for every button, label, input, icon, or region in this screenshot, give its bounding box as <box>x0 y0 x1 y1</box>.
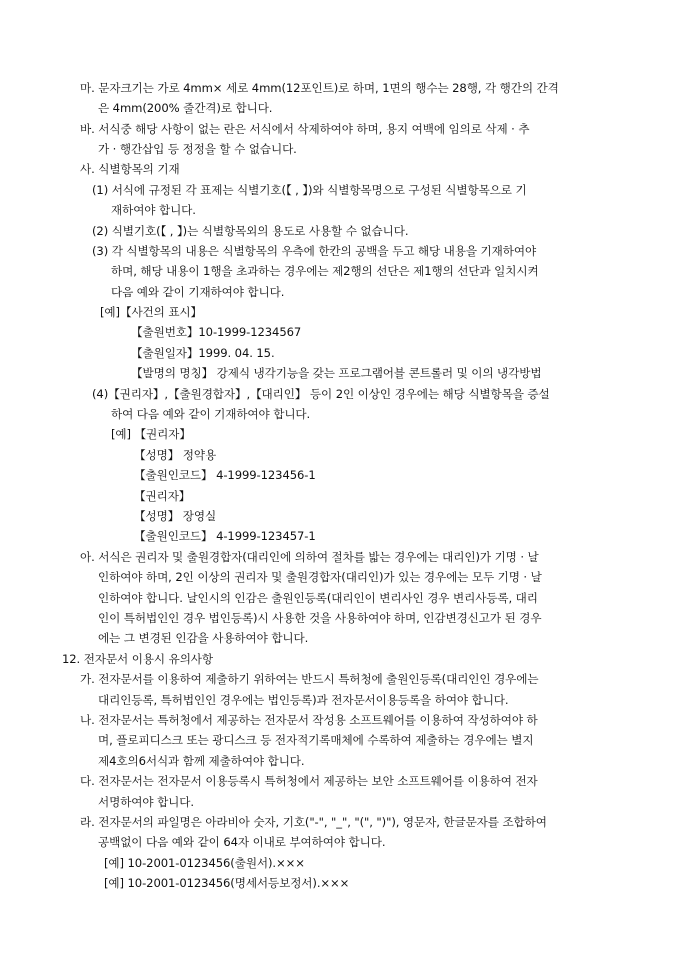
text-line: 대리인등록, 특허법인인 경우에는 법인등록)과 전자문서이용등록을 하여야 합니다. <box>98 693 509 707</box>
text-line: 재하여야 합니다. <box>111 203 196 217</box>
text-line: (4)【권리자】,【출원경합자】,【대리인】 등이 2인 이상인 경우에는 해당 식별항목을 증설 <box>92 387 550 401</box>
text-line: 【발명의 명칭】 강제식 냉각기능을 갖는 프로그램어블 콘트롤러 및 이의 냉각방법 <box>131 366 542 380</box>
text-line: 제4호의6서식과 함께 제출하여야 합니다. <box>98 754 305 768</box>
text-line: 인하여야 합니다. 날인시의 인감은 출원인등록(대리인이 변리사인 경우 변리사등록, 대리 <box>98 591 538 605</box>
text-line: (3) 각 식별항목의 내용은 식별항목의 우측에 한칸의 공백을 두고 해당 내용을 기재하여야 <box>92 244 537 258</box>
text-line: 아. 서식은 권리자 및 출원경합자(대리인에 의하여 절차를 밟는 경우에는 대리인)가 기명 · 날 <box>80 550 539 564</box>
text-line: 【성명】 정약용 <box>134 448 217 462</box>
text-line: 에는 그 변경된 인감을 사용하여야 합니다. <box>98 631 309 645</box>
text-line: 마. 문자크기는 가로 4mm× 세로 4mm(12포인트)로 하며, 1면의 행수는 28행, 각 행간의 간격 <box>80 81 559 95</box>
text-line: 사. 식별항목의 기재 <box>80 162 180 176</box>
text-line: 하여 다음 예와 같이 기재하여야 합니다. <box>111 407 311 421</box>
text-line: 다음 예와 같이 기재하여야 합니다. <box>111 285 285 299</box>
text-line: 【출원인코드】 4-1999-123456-1 <box>134 468 316 482</box>
text-line: (1) 서식에 규정된 각 표제는 식별기호(【 , 】)와 식별항목명으로 구성된 식별항목으로 기 <box>92 183 527 197</box>
text-line: [예]【사건의 표시】 <box>100 305 203 319</box>
text-line: 바. 서식중 해당 사항이 없는 란은 서식에서 삭제하여야 하며, 용지 여백에 임의로 삭제 · 추 <box>80 122 530 136</box>
text-line: 【출원일자】1999. 04. 15. <box>131 346 275 360</box>
text-line: 【성명】 장영실 <box>134 509 217 523</box>
text-line: [예] 10-2001-0123456(출원서).××× <box>104 856 305 870</box>
text-line: 다. 전자문서는 전자문서 이용등록시 특허청에서 제공하는 보안 소프트웨어를 이용하여 전자 <box>80 774 538 788</box>
text-line: 인이 특허법인인 경우 법인등록)시 사용한 것을 사용하여야 하며, 인감변경신고가 된 경우 <box>98 611 542 625</box>
text-line: 가 · 행간삽입 등 정정을 할 수 없습니다. <box>98 142 297 156</box>
text-line: 서명하여야 합니다. <box>98 795 194 809</box>
text-line: 12. 전자문서 이용시 유의사항 <box>62 652 213 666</box>
text-line: 공백없이 다음 예와 같이 64자 이내로 부여하여야 합니다. <box>98 835 386 849</box>
text-line: 며, 플로피디스크 또는 광디스크 등 전자적기록매체에 수록하여 제출하는 경우에는 별지 <box>98 733 534 747</box>
text-line: 【출원인코드】 4-1999-123457-1 <box>134 529 316 543</box>
text-line: [예] 10-2001-0123456(명세서등보정서).××× <box>104 876 350 890</box>
text-line: 라. 전자문서의 파일명은 아라비아 숫자, 기호("-", "_", "(", ")"), 영문자, 한글문자를 조합하여 <box>80 815 547 829</box>
text-line: 가. 전자문서를 이용하여 제출하기 위하여는 반드시 특허청에 출원인등록(대리인인 경우에는 <box>80 672 539 686</box>
text-line: 하며, 해당 내용이 1행을 초과하는 경우에는 제2행의 선단은 제1행의 선단과 일치시켜 <box>111 264 539 278</box>
text-line: 인하여야 하며, 2인 이상의 권리자 및 출원경합자(대리인)가 있는 경우에는 모두 기명 · 날 <box>98 570 542 584</box>
text-line: (2) 식별기호(【 , 】)는 식별항목외의 용도로 사용할 수 없습니다. <box>92 224 409 238</box>
text-line: 나. 전자문서는 특허청에서 제공하는 전자문서 작성용 소프트웨어를 이용하여 작성하여야 하 <box>80 713 538 727</box>
text-line: 【권리자】 <box>134 489 191 503</box>
text-line: 은 4mm(200% 줄간격)로 합니다. <box>98 101 273 115</box>
text-line: [예] 【권리자】 <box>111 427 191 441</box>
text-line: 【출원번호】10-1999-1234567 <box>131 325 302 339</box>
